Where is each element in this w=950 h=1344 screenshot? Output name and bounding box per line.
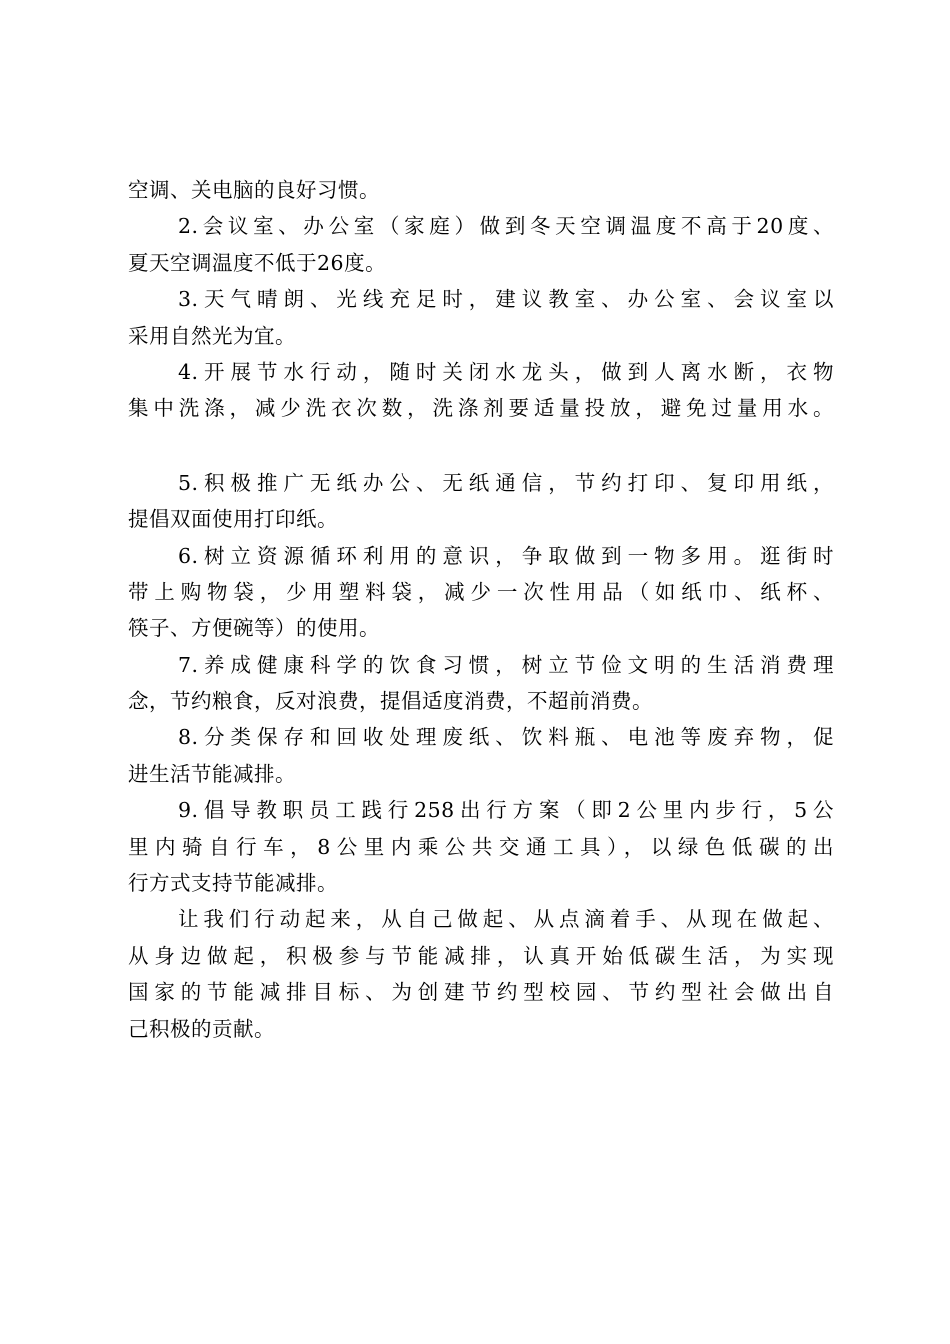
text-line: 念，节约粮食，反对浪费，提倡适度消费，不超前消费。 (128, 689, 653, 714)
text-line: 从身边做起，积极参与节能减排，认真开始低碳生活，为实现 (128, 943, 834, 968)
text-line: 集中洗涤，减少洗衣次数，洗涤剂要适量投放，避免过量用水。 (128, 396, 834, 421)
text-line: 7.养成健康科学的饮食习惯，树立节俭文明的生活消费理 (178, 652, 834, 677)
text-line: 6.树立资源循环利用的意识，争取做到一物多用。逛街时 (178, 543, 834, 568)
text-line: 夏天空调温度不低于26度。 (128, 250, 387, 275)
text-line: 让我们行动起来，从自己做起、从点滴着手、从现在做起、 (178, 907, 834, 932)
text-line: 里内骑自行车，8公里内乘公共交通工具），以绿色低碳的出 (128, 834, 834, 859)
text-line: 提倡双面使用打印纸。 (128, 507, 338, 532)
text-line: 筷子、方便碗等）的使用。 (128, 616, 380, 641)
text-line: 9.倡导教职员工践行258出行方案（即2公里内步行，5公 (178, 798, 834, 823)
text-line: 8.分类保存和回收处理废纸、饮料瓶、电池等废弃物，促 (178, 725, 834, 750)
text-line: 空调、关电脑的良好习惯。 (128, 178, 380, 202)
text-line: 3.天气晴朗、光线充足时，建议教室、办公室、会议室以 (178, 287, 834, 312)
text-line: 2.会议室、办公室（家庭）做到冬天空调温度不高于20度、 (178, 214, 834, 239)
paragraph-gap (128, 427, 834, 465)
text-line: 带上购物袋，少用塑料袋，减少一次性用品（如纸巾、纸杯、 (128, 579, 834, 604)
text-line: 采用自然光为宜。 (128, 323, 296, 348)
text-line: 己积极的贡献。 (128, 1016, 275, 1041)
text-line: 4.开展节水行动，随时关闭水龙头，做到人离水断，衣物 (178, 359, 834, 384)
text-line: 行方式支持节能减排。 (128, 871, 338, 896)
text-line: 国家的节能减排目标、为创建节约型校园、节约型社会做出自 (128, 980, 834, 1005)
document-body (128, 172, 834, 1047)
text-line: 5.积极推广无纸办公、无纸通信，节约打印、复印用纸， (178, 470, 834, 495)
text-line: 进生活节能减排。 (128, 761, 296, 786)
